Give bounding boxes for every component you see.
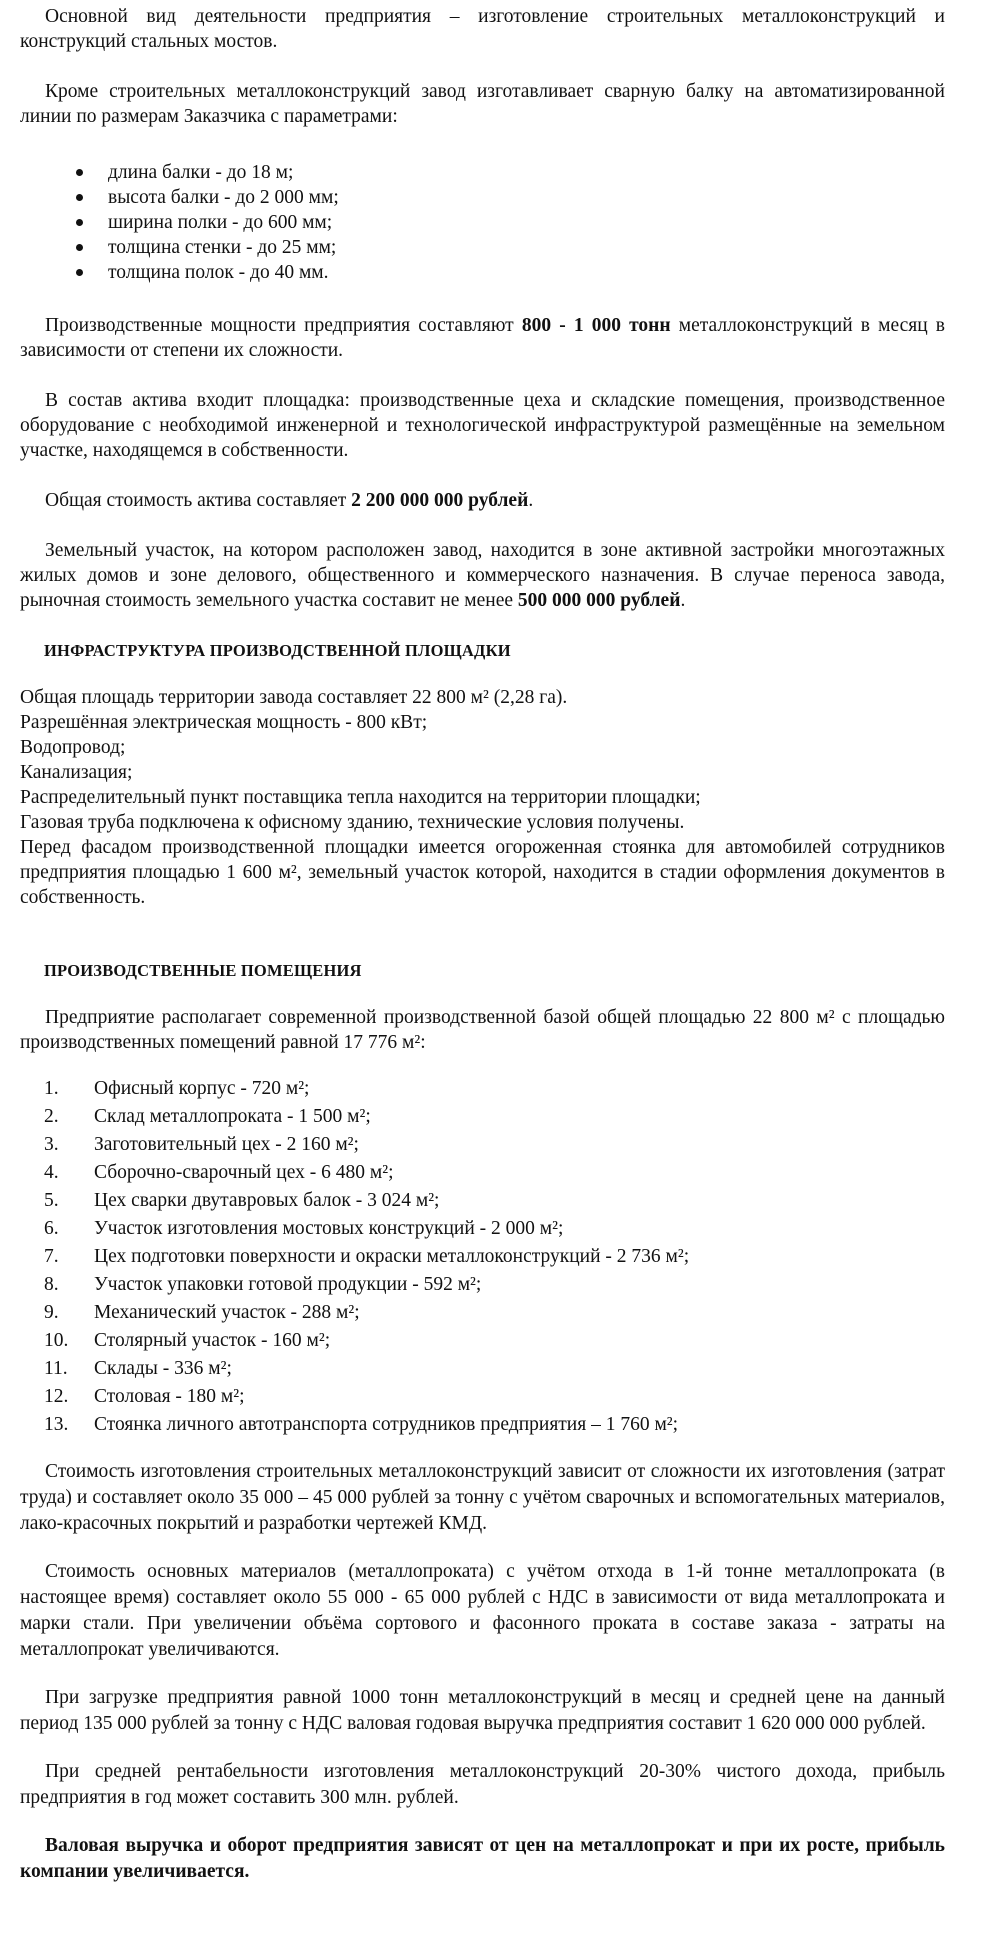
list-item: толщина полок - до 40 мм. [76,260,945,285]
list-item: 7. Цех подготовки поверхности и окраски металлоконструкций - 2 736 м²; [44,1246,690,1267]
revenue-paragraph: При загрузке предприятия равной 1000 тонн металлоконструкций в месяц и средней цене на данный период 135 000 рублей за тонну с НДС валовая годовая выручка предприятия составит 1 620 000 000 рублей. [20,1687,945,1734]
capacity-value: 800 - 1 000 тонн [521,315,671,336]
list-item: 10. Столярный участок - 160 м²; [44,1330,331,1351]
profit-paragraph: При средней рентабельности изготовления металлоконструкций 20-30% чистого дохода, прибыль предприятия в год может составить 300 млн. рублей. [20,1761,945,1808]
asset-value: 2 200 000 000 рублей [351,490,529,511]
materials-cost-paragraph: Стоимость основных материалов (металлопроката) с учётом отхода в 1-й тонне металлопроката (в настоящее время) составляет около 55 000 - 65 000 рублей с НДС в зависимости от вида металлопроката и марки стали. При увеличении объёма сортового и фасонного проката в составе заказа - затраты на металлопрокат увеличиваются. [20,1561,945,1660]
infrastructure-line: Общая площадь территории завода составляет 22 800 м² (2,28 га). [20,687,568,708]
list-item: 4. Сборочно-сварочный цех - 6 480 м²; [44,1162,394,1183]
list-item: длина балки - до 18 м; [76,160,945,185]
parking-paragraph: Перед фасадом производственной площадки имеется огороженная стоянка для автомобилей сотрудников предприятия площадью 1 600 м², земельный участок которой, находится в стадии оформления документов в собственность. [20,837,945,908]
premises-heading: ПРОИЗВОДСТВЕННЫЕ ПОМЕЩЕНИЯ [44,961,362,980]
infrastructure-line: Канализация; [20,762,133,783]
list-item: толщина стенки - до 25 мм; [76,235,945,260]
list-item: 6. Участок изготовления мостовых конструкций - 2 000 м²; [44,1218,564,1239]
conclusion-paragraph: Валовая выручка и оборот предприятия зависят от цен на металлопрокат и при их росте, прибыль компании увеличивается. [20,1835,945,1882]
production-cost-paragraph: Стоимость изготовления строительных металлоконструкций зависит от сложности их изготовления (затрат труда) и составляет около 35 000 – 45 000 рублей за тонну с учётом сварочных и вспомогательных материалов, лако-красочных покрытий и разработки чертежей КМД. [20,1461,945,1534]
list-item: 11. Склады - 336 м²; [44,1358,232,1379]
list-item: высота балки - до 2 000 мм; [76,185,945,210]
assets-paragraph: В состав актива входит площадка: производственные цеха и складские помещения, производственное оборудование с необходимой инженерной и технологической инфраструктурой размещённые на земельном участке, находящемся в собственности. [20,390,945,461]
infrastructure-section [20,685,945,910]
list-item: ширина полки - до 600 мм; [76,210,945,235]
infrastructure-line: Газовая труба подключена к офисному зданию, технические условия получены. [20,812,685,833]
beam-paragraph: Кроме строительных металлоконструкций завод изготавливает сварную балку на автоматизированной линии по размерам Заказчика с параметрами: [20,81,945,127]
list-item: 13. Стоянка личного автотранспорта сотрудников предприятия – 1 760 м²; [44,1414,679,1435]
list-item: 9. Механический участок - 288 м²; [44,1302,360,1323]
infrastructure-line: Распределительный пункт поставщика тепла находится на территории площадки; [20,787,701,808]
beam-parameters-list [20,160,945,285]
land-value: 500 000 000 рублей [517,590,681,611]
list-item: 8. Участок упаковки готовой продукции - 592 м²; [44,1274,482,1295]
premises-list [20,1075,945,1439]
infrastructure-line: Водопровод; [20,737,126,758]
list-item: 3. Заготовительный цех - 2 160 м²; [44,1134,359,1155]
list-item: 12. Столовая - 180 м²; [44,1386,245,1407]
activity-paragraph: Основной вид деятельности предприятия – изготовление строительных металлоконструкций и конструкций стальных мостов. [20,6,945,52]
land-paragraph: Земельный участок, на котором расположен завод, находится в зоне активной застройки многоэтажных жилых домов и зоне делового, общественного и коммерческого назначения. В случае переноса завода, рыночная стоимость земельного участка составит не менее 500 000 000 рублей. [20,540,945,611]
premises-intro: Предприятие располагает современной производственной базой общей площадью 22 800 м² с площадью производственных помещений равной 17 776 м²: [20,1007,945,1053]
list-item: 1. Офисный корпус - 720 м²; [44,1078,310,1099]
list-item: 5. Цех сварки двутавровых балок - 3 024 м²; [44,1190,440,1211]
document-content [20,0,945,1885]
infrastructure-heading: ИНФРАСТРУКТУРА ПРОИЗВОДСТВЕННОЙ ПЛОЩАДКИ [44,641,511,660]
asset-value-paragraph: Общая стоимость актива составляет 2 200 000 000 рублей. [45,490,534,511]
list-item: 2. Склад металлопроката - 1 500 м²; [44,1106,371,1127]
infrastructure-line: Разрешённая электрическая мощность - 800 кВт; [20,712,428,733]
capacity-paragraph: Производственные мощности предприятия составляют 800 - 1 000 тонн металлоконструкций в месяц в зависимости от степени их сложности. [20,315,945,361]
